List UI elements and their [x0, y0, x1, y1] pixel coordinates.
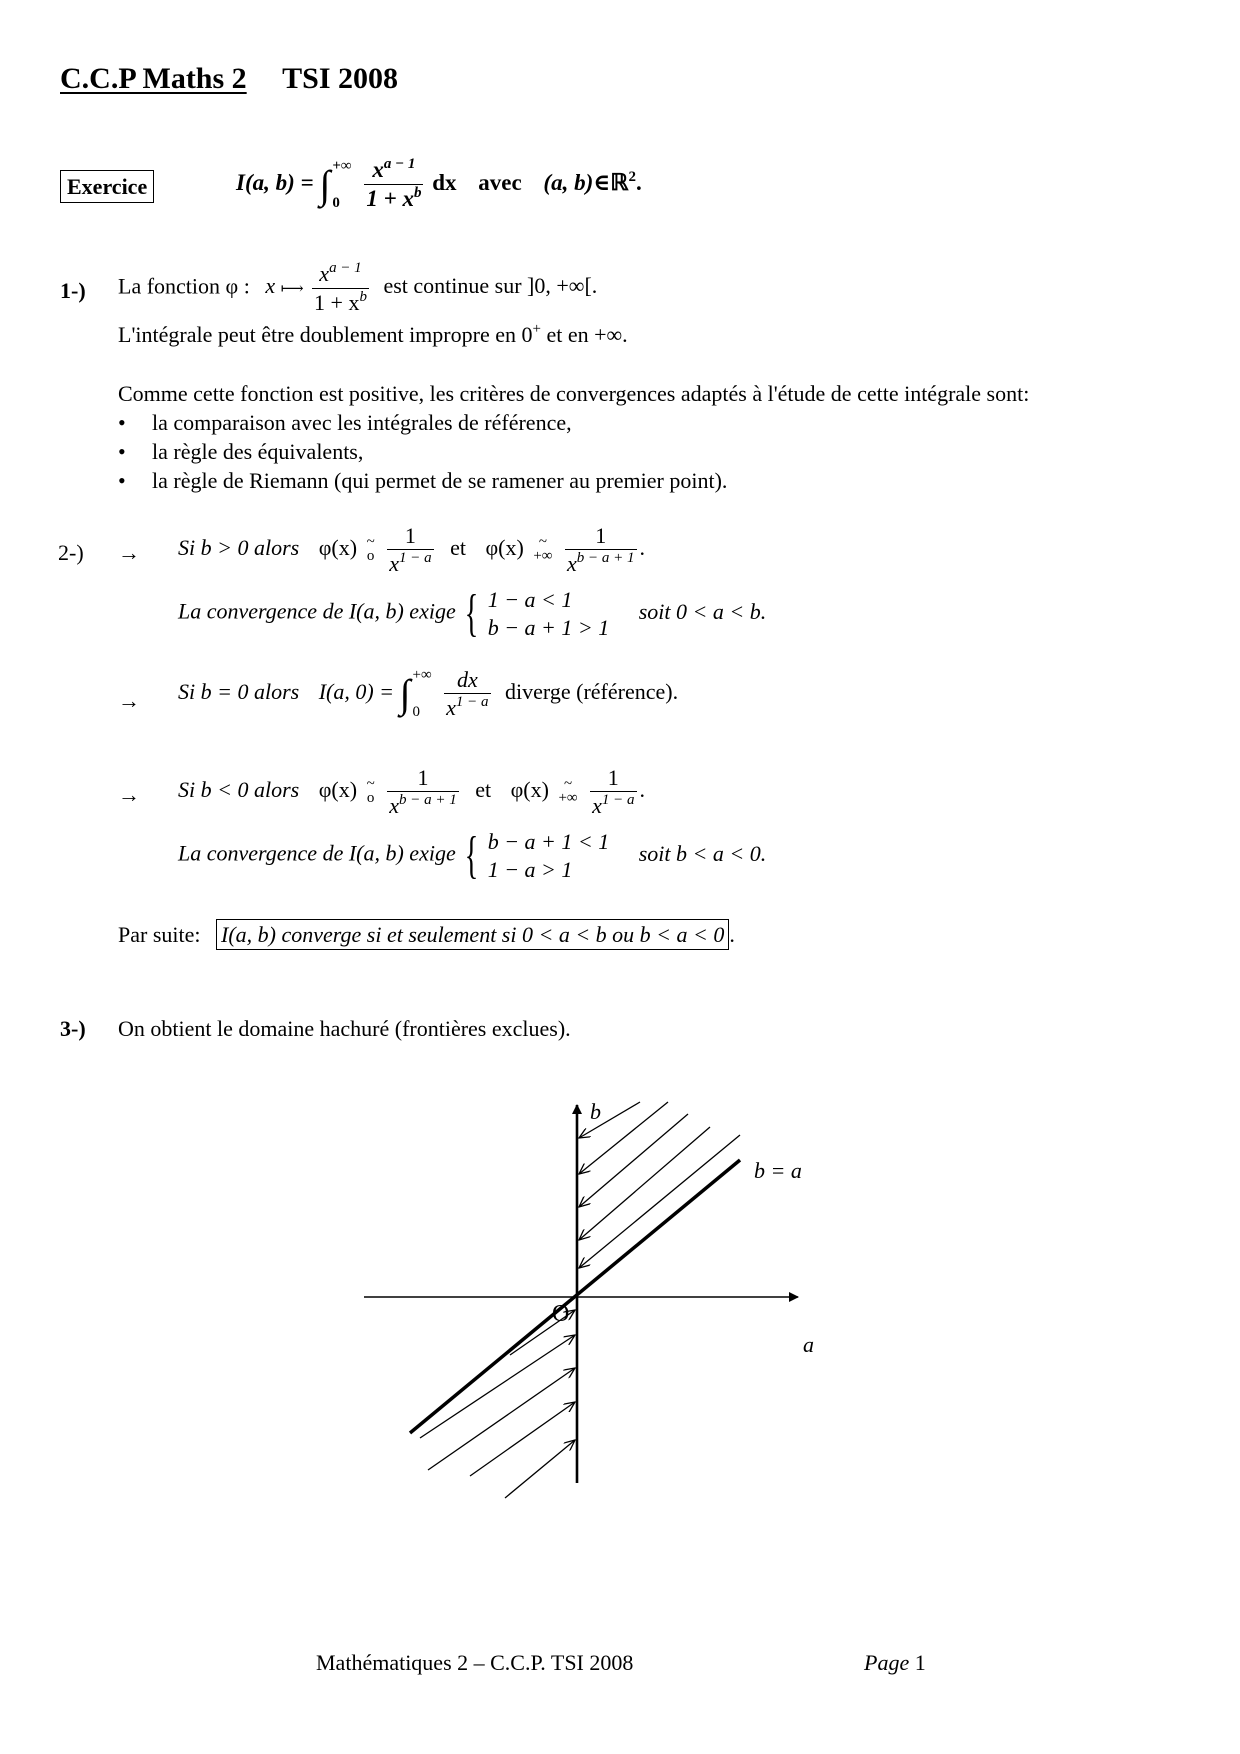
sys-line-1: 1 − a < 1 [487, 587, 573, 612]
q1-num-base: x [319, 261, 330, 286]
q1-paragraph: Comme cette fonction est positive, les critères de convergences adaptés à l'étude de cette intégrale sont: [118, 381, 1030, 406]
equiv-sub: o [366, 547, 375, 564]
equiv-symbol: ~ [366, 534, 375, 551]
arrow-icon: → [118, 782, 140, 807]
formula-lhs: I(a, b) = [236, 169, 314, 195]
case1-phi-2: φ(x) [485, 534, 524, 560]
den-base: 1 + x [366, 186, 414, 212]
case3-end: . [639, 776, 645, 802]
case1-soit: soit 0 < a < b. [638, 598, 767, 624]
frac-den-exp: 1 − a [455, 694, 489, 711]
domain-set: ℝ [610, 169, 629, 195]
equiv-sub: +∞ [558, 789, 578, 806]
footer-text: Mathématiques 2 – C.C.P. TSI 2008 [316, 1650, 634, 1675]
q1-phrase-end: est continue sur ]0, +∞[. [383, 273, 598, 299]
frac-den-exp: 1 − a [601, 792, 635, 809]
equiv-symbol: ~ [563, 776, 573, 793]
sys-line-2: b − a + 1 > 1 [487, 614, 610, 640]
page-num: 1 [914, 1650, 926, 1675]
arrow-icon: → [118, 688, 140, 713]
frac-den-base: x [389, 793, 399, 819]
frac-num: 1 [607, 765, 619, 790]
conclusion-box: I(a, b) converge si et seulement si 0 < a < b ou b < a < 0 [216, 919, 729, 950]
frac-den-base: x [566, 551, 577, 577]
domain-pair: (a, b)∈ [543, 169, 611, 195]
bullet-icon: • [118, 468, 126, 493]
frac-num: 1 [417, 765, 429, 790]
exercise-box: Exercice [60, 170, 154, 203]
num-base: x [372, 157, 384, 182]
int-lower: 0 [412, 704, 420, 720]
bullet-icon: • [118, 410, 126, 435]
domain-exp: 2 [628, 168, 636, 185]
case3-cond: Si b < 0 alors [178, 776, 300, 802]
int-lower: 0 [332, 194, 340, 211]
maps-to-icon: ⟼ [280, 280, 304, 298]
frac-den-base: x [389, 551, 399, 577]
q2-number: 2-) [58, 540, 84, 565]
sys-line-2: 1 − a > 1 [487, 856, 573, 882]
sys-line-1: b − a + 1 < 1 [487, 829, 610, 854]
avec-word: avec [478, 169, 522, 195]
bullet-text-1: la comparaison avec les intégrales de référence, [152, 410, 572, 435]
bullet-text-3: la règle de Riemann (qui permet de se ramener au premier point). [152, 468, 728, 493]
int-upper: +∞ [332, 157, 352, 174]
case2-tail: diverge (référence). [505, 679, 679, 705]
q1-den-exp: b [359, 288, 367, 305]
q1-den-base: 1 + x [314, 289, 360, 315]
arrow-icon: → [118, 540, 140, 565]
frac-num: 1 [595, 523, 607, 548]
den-exp: b [413, 185, 422, 202]
brace-icon: { [464, 584, 479, 642]
q1-line2-end: et en +∞. [546, 322, 628, 347]
q3-text: On obtient le domaine hachuré (frontières exclues). [118, 1016, 571, 1041]
case3-phi-2: φ(x) [510, 776, 549, 802]
title-course: C.C.P Maths 2 [60, 62, 247, 95]
q1-line2-sup: + [532, 321, 541, 337]
page-number [864, 1652, 926, 1674]
hatch-line [470, 1402, 575, 1476]
frac-den-exp: b − a + 1 [576, 550, 635, 567]
conclusion-label: Par suite: [118, 922, 201, 947]
axis-label-b: b [590, 1099, 601, 1124]
bullet-icon: • [118, 439, 126, 464]
q1-num-exp: a − 1 [329, 260, 362, 276]
title-session: TSI 2008 [282, 62, 399, 95]
case1-et: et [450, 534, 466, 560]
case3-phi: φ(x) [318, 776, 358, 802]
case2-cond: Si b = 0 alors [178, 679, 300, 705]
case3-et: et [475, 776, 492, 802]
brace-icon: { [464, 826, 479, 884]
q3-number: 3-) [60, 1016, 86, 1041]
equiv-sub: +∞ [533, 547, 553, 564]
q1-line2-start: L'intégrale peut être doublement impropre en 0 [118, 322, 533, 347]
hatch-line [579, 1127, 710, 1240]
frac-den-base: x [446, 695, 456, 721]
hatch-line [505, 1440, 575, 1498]
line-label: b = a [754, 1158, 802, 1183]
axis-label-a: a [803, 1332, 814, 1357]
num-exp: a − 1 [383, 156, 416, 172]
q1-map-var: x [265, 273, 276, 299]
case3-soit: soit b < a < 0. [638, 840, 767, 866]
frac-den-base: x [592, 793, 602, 819]
case1-cond: Si b > 0 alors [178, 534, 300, 560]
case1-end: . [639, 534, 645, 560]
equiv-symbol: ~ [538, 534, 547, 551]
frac-num: dx [456, 667, 478, 693]
equiv-sub: o [366, 789, 375, 806]
origin-label: O [552, 1301, 570, 1327]
integral-sign: ∫ [399, 671, 411, 716]
q1-phrase-start: La fonction φ : [118, 273, 250, 299]
integral-sign: ∫ [319, 161, 331, 207]
bullet-text-2: la règle des équivalents, [152, 439, 364, 464]
case1-phi: φ(x) [318, 534, 358, 560]
frac-num: 1 [404, 523, 416, 548]
case3-conv-text: La convergence de I(a, b) exige [178, 840, 456, 866]
dx: dx [432, 169, 457, 195]
domain-end: . [635, 169, 642, 195]
q1-number: 1-) [60, 278, 86, 303]
int-upper: +∞ [412, 667, 432, 683]
conclusion-end: . [729, 922, 735, 947]
frac-den-exp: b − a + 1 [398, 792, 457, 809]
case2-lhs: I(a, 0) = [318, 679, 395, 705]
equiv-symbol: ~ [366, 776, 375, 793]
case1-conv-text: La convergence de I(a, b) exige [178, 598, 456, 624]
frac-den-exp: 1 − a [398, 550, 432, 567]
page-word: Page [864, 1650, 910, 1675]
